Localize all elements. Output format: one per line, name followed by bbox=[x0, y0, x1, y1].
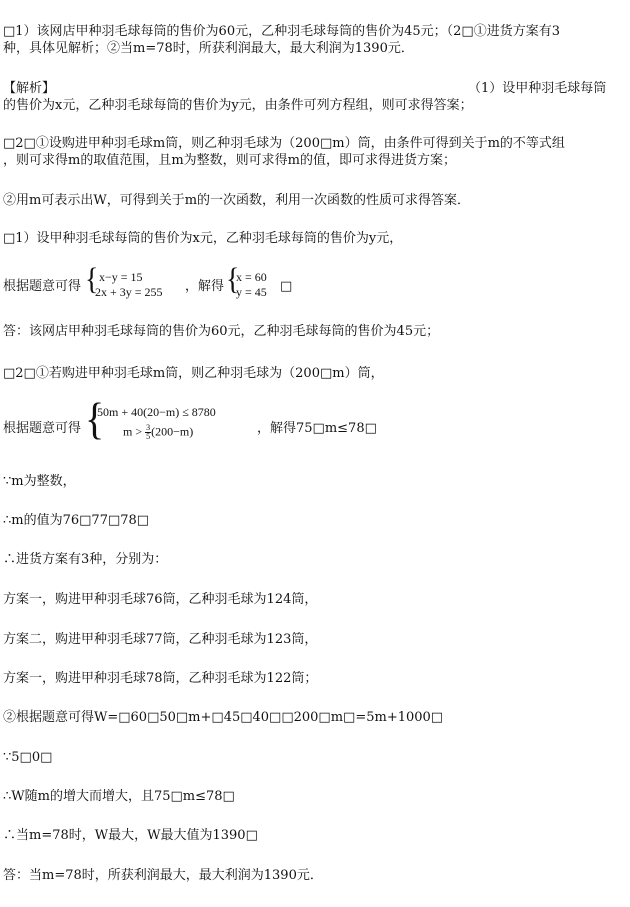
solution-equation-intro: 根据题意可得 bbox=[3, 279, 82, 294]
solution-part2-setup: □2□①若购进甲种羽毛球m筒，则乙种羽毛球为（200□m）筒， bbox=[3, 366, 384, 381]
inequality-system bbox=[85, 393, 255, 447]
solution-solve-text: ，解得 bbox=[185, 279, 225, 294]
solution-setup: □1）设甲种羽毛球每筒的售价为x元，乙种羽毛球每筒的售价为y元， bbox=[3, 231, 403, 246]
solution-plan-1: 方案一，购进甲种羽毛球76筒，乙种羽毛球为124筒， bbox=[3, 592, 318, 607]
analysis-part1-body: 的售价为x元，乙种羽毛球每筒的售价为y元，由条件可列方程组，则可求得答案； bbox=[3, 98, 473, 113]
solution-plan-3: 方案一，购进甲种羽毛球78筒，乙种羽毛球为122筒； bbox=[3, 671, 318, 686]
answer-line-2: 种，具体见解析；②当m=78时，所获利润最大，最大利润为1390元． bbox=[3, 41, 414, 56]
solution-final-answer: 答：当m=78时，所获利润最大，最大利润为1390元． bbox=[3, 868, 323, 883]
solution-inequality-result: ，解得75□m≤78□ bbox=[257, 421, 377, 436]
solution-slope-note: ∵5□0□ bbox=[3, 750, 53, 765]
solution-plan-count: ∴进货方案有3种，分别为： bbox=[3, 552, 168, 567]
left-brace: { bbox=[226, 262, 240, 297]
solution-monotonic: ∴W随m的增大而增大，且75□m≤78□ bbox=[3, 789, 235, 804]
analysis-part1-head: （1）设甲种羽毛球每筒 bbox=[468, 81, 607, 96]
solution-answer-1: 答：该网店甲种羽毛球每筒的售价为60元，乙种羽毛球每筒的售价为45元； bbox=[3, 324, 440, 339]
equation-system-1 bbox=[85, 262, 185, 302]
equation-system-2 bbox=[226, 262, 276, 302]
solution-equation-end: □ bbox=[280, 279, 293, 294]
solution-inequality-intro: 根据题意可得 bbox=[3, 421, 82, 436]
solution-plan-2: 方案二，购进甲种羽毛球77筒，乙种羽毛球为123筒， bbox=[3, 632, 318, 647]
equation-1a: x−y = 15 bbox=[99, 270, 143, 284]
equation-1b: 2x + 3y = 255 bbox=[95, 285, 163, 299]
fraction-numerator: 3 bbox=[146, 423, 151, 432]
solution-integer-note: ∵m为整数， bbox=[3, 474, 76, 489]
analysis-label: 【解析】 bbox=[3, 81, 56, 96]
answer-line-1: □1）该网店甲种羽毛球每筒的售价为60元，乙种羽毛球每筒的售价为45元；（2□①进货方案有3 bbox=[3, 24, 560, 39]
analysis-part2-line1: □2□①设购进甲种羽毛球m筒，则乙种羽毛球为（200□m）筒，由条件可得到关于m的不等式组 bbox=[3, 136, 565, 151]
left-brace: { bbox=[85, 262, 99, 297]
analysis-part3: ②用m可表示出W，可得到关于m的一次函数，利用一次函数的性质可求得答案． bbox=[3, 193, 471, 208]
solution-max-value: ∴当m=78时，W最大，W最大值为1390□ bbox=[3, 828, 258, 843]
inequality-2-prefix: m > bbox=[123, 424, 143, 439]
inequality-2-suffix: (200−m) bbox=[151, 424, 194, 439]
inequality-2 bbox=[123, 424, 193, 441]
analysis-part2-line2: ，则可求得m的取值范围，且m为整数，则可求得m的值，即可求得进货方案； bbox=[3, 153, 456, 168]
left-brace: { bbox=[85, 393, 105, 444]
inequality-1: 50m + 40(20−m) ≤ 8780 bbox=[97, 405, 216, 419]
solution-x: x = 60 bbox=[236, 270, 267, 284]
fraction-denominator: 5 bbox=[146, 432, 151, 441]
solution-w-function: ②根据题意可得W=□60□50□m+□45□40□□200□m□=5m+1000□ bbox=[3, 710, 444, 725]
solution-m-values: ∴m的值为76□77□78□ bbox=[3, 513, 150, 528]
solution-y: y = 45 bbox=[236, 285, 267, 299]
